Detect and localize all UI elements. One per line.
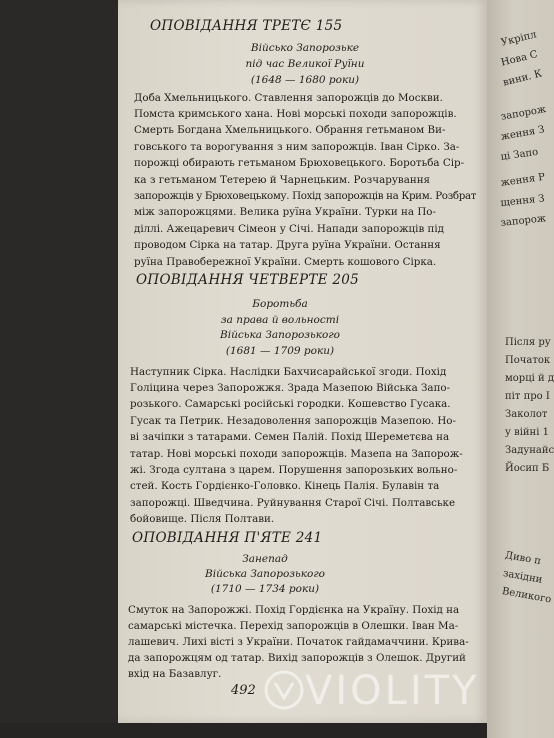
section-3-subtitle-3: (1648 — 1680 роки): [250, 74, 360, 86]
body-line: жі. Згода султана з царем. Порушення запорозьких вольно-: [130, 464, 458, 476]
right-fragment: вини. К: [502, 68, 544, 89]
body-line: бойовище. Після Полтави.: [130, 513, 275, 525]
body-line: Смерть Богдана Хмельницького. Обрання гетьманом Ви-: [134, 124, 446, 136]
right-fragment: Задунайс: [505, 445, 554, 456]
body-line: діллі. Ажецаревич Сімеон у Січі. Напади запорожців під: [134, 223, 445, 235]
body-line: розького. Самарські російські городки. Кошевство Гусака.: [130, 398, 451, 410]
body-line: вхід на Базавлуг.: [128, 668, 222, 680]
body-line: Наступник Сірка. Наслідки Бахчисарайської згоди. Похід: [130, 366, 447, 378]
section-4-subtitle-1: Боротьба: [252, 298, 308, 310]
right-fragment: Після ру: [505, 337, 551, 348]
body-line: Доба Хмельницького. Ставлення запорожців до Москви.: [134, 92, 443, 104]
watermark-text: VIOLITY: [305, 668, 480, 714]
right-fragment: ження Р: [500, 171, 546, 189]
right-fragment: морці й д: [505, 373, 554, 384]
page-number: 492: [231, 683, 256, 698]
section-5-subtitle-2: Війська Запорозького: [205, 568, 325, 580]
violity-logo-icon: [262, 668, 306, 712]
section-3-title: ОПОВІДАННЯ ТРЕТЄ 155: [150, 18, 343, 34]
right-fragment: запорож: [500, 104, 547, 123]
right-fragment: у війні 1: [505, 427, 549, 438]
right-fragment: піт про І: [505, 391, 550, 402]
body-line: руїна Правобережної України. Смерть кошового Сірка.: [134, 256, 437, 268]
section-4-subtitle-4: (1681 — 1709 роки): [225, 345, 335, 357]
body-line: запорожців у Брюховецькому. Похід запорожців на Крим. Розбрат: [134, 190, 477, 202]
section-5-title: ОПОВІДАННЯ П'ЯТЕ 241: [132, 530, 323, 546]
body-line: лашевич. Лихі вісті з України. Початок гайдамаччини. Крива-: [128, 636, 469, 648]
right-fragment: Нова С: [500, 49, 539, 69]
section-5-subtitle-1: Занепад: [242, 553, 288, 565]
right-fragment: західни: [502, 568, 544, 586]
body-line: Смуток на Запорожжі. Похід Гордієнка на Україну. Похід на: [128, 604, 460, 616]
body-line: ві зачіпки з татарами. Семен Палій. Похід Шереметєва на: [130, 431, 450, 443]
body-line: між запорожцями. Велика руїна України. Турки на По-: [134, 206, 436, 218]
right-fragment: ження З: [500, 124, 546, 143]
body-line: порожці обирають гетьманом Брюховецького. Боротьба Сір-: [134, 157, 465, 169]
body-line: стей. Кость Гордієнко-Головко. Кінець Палія. Булавін та: [130, 480, 440, 492]
body-line: татар. Нові морські походи запорожців. Мазепа на Запорож-: [130, 448, 463, 460]
right-fragment: запорож: [500, 213, 547, 229]
body-line: говського та ворогування з ним запорожців. Іван Сірко. За-: [134, 141, 460, 153]
right-fragment: Заколот: [505, 409, 548, 420]
right-fragment: Початок: [505, 355, 551, 366]
section-4-subtitle-2: за права й вольності: [220, 314, 340, 326]
section-5-subtitle-3: (1710 — 1734 роки): [210, 583, 320, 595]
section-3-subtitle-1: Військо Запорозьке: [250, 42, 360, 54]
right-fragment: Укріпл: [500, 29, 538, 49]
section-3-subtitle-2: під час Великої Руїни: [245, 58, 365, 70]
body-line: запорожці. Шведчина. Руйнування Старої Січі. Полтавське: [130, 497, 456, 509]
section-4-title: ОПОВІДАННЯ ЧЕТВЕРТЕ 205: [136, 272, 360, 288]
body-line: ка з гетьманом Тетерею й Чарнецьким. Розчарування: [134, 174, 431, 186]
body-line: проводом Сірка на татар. Друга руїна України. Остання: [134, 239, 441, 251]
body-line: Помста кримського хана. Нові морські походи запорожців.: [134, 108, 457, 120]
section-4-subtitle-3: Війська Запорозького: [220, 329, 340, 341]
body-line: да запорожцям од татар. Вихід запорожців з Олешок. Другий: [128, 652, 466, 664]
body-line: Голіцина через Запорожжя. Зрада Мазепою Війська Запо-: [130, 382, 451, 394]
right-fragment: ці Запо: [500, 146, 539, 163]
right-fragment: Йосип Б: [505, 463, 550, 474]
right-fragment: Великого: [501, 586, 553, 606]
body-line: Гусак та Петрик. Незадоволення запорожців Мазепою. Но-: [130, 415, 456, 427]
right-fragment: щення З: [500, 193, 546, 209]
body-line: самарські містечка. Перехід запорожців в Олешки. Іван Ма-: [128, 620, 459, 632]
right-fragment: Диво п: [504, 550, 542, 568]
